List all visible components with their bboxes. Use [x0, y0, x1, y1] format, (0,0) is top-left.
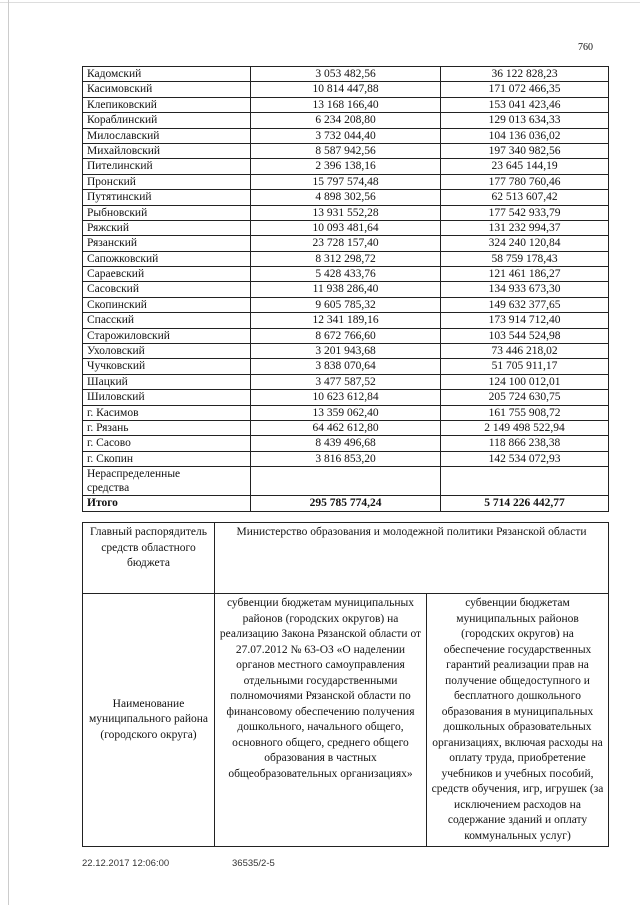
amount-col1: 15 797 574,48 — [251, 174, 441, 189]
amount-col1: 11 938 286,40 — [251, 282, 441, 297]
district-amounts-table — [82, 66, 609, 512]
amount-col1: 8 439 496,68 — [251, 436, 441, 451]
amount-col1: 13 359 062,40 — [251, 405, 441, 420]
footer-document-id: 36535/2-5 — [232, 858, 275, 869]
admin-row — [83, 523, 609, 594]
unallocated-label — [83, 467, 251, 496]
subvention-1-description: субвенции бюджетам муниципальных районов (городских округов) на реализацию Закона Рязанской области от 27.07.2012 № 63-ОЗ «О наделении органов местного самоуправления отдельными государственными полномочиями Рязанской области по финансовому обеспечению получения дошкольного, начального общего, основного общего, среднего общего образования в частных общеобразовательных организациях» — [215, 594, 427, 847]
ministry-name: Министерство образования и молодежной политики Рязанской области — [215, 523, 609, 594]
district-name: Спасский — [83, 313, 251, 328]
total-col1: 295 785 774,24 — [251, 496, 441, 511]
amount-col2: 51 705 911,17 — [441, 359, 609, 374]
table-row — [83, 436, 609, 451]
table-row — [83, 236, 609, 251]
district-name: Ряжский — [83, 220, 251, 235]
table-row — [83, 251, 609, 266]
amount-col2: 171 072 466,35 — [441, 82, 609, 97]
amount-col1: 13 168 166,40 — [251, 97, 441, 112]
district-rows — [83, 67, 609, 467]
amount-col2: 173 914 712,40 — [441, 313, 609, 328]
amount-col2: 142 534 072,93 — [441, 451, 609, 466]
table-row — [83, 128, 609, 143]
district-name: Михайловский — [83, 143, 251, 158]
district-name: г. Рязань — [83, 420, 251, 435]
district-name: Рыбновский — [83, 205, 251, 220]
district-name: г. Скопин — [83, 451, 251, 466]
amount-col2: 177 542 933,79 — [441, 205, 609, 220]
district-name: г. Сасово — [83, 436, 251, 451]
table-row — [83, 420, 609, 435]
amount-col2: 161 755 908,72 — [441, 405, 609, 420]
district-name: Скопинский — [83, 297, 251, 312]
subvention-2-description: субвенции бюджетам муниципальных районов (городских округов) на обеспечение государственных гарантий реализации прав на получение общедоступного и бесплатного дошкольного образования в муниципальных дошкольных образовательных организациях, включая расходы на оплату труда, приобретение учебников и учебных пособий, средств обучения, игр, игрушек (за исключением расходов на содержание зданий и оплату коммунальных услуг) — [427, 594, 609, 847]
page-number: 760 — [578, 42, 593, 53]
table-row — [83, 405, 609, 420]
table-row — [83, 328, 609, 343]
table-row — [83, 344, 609, 359]
district-name: Путятинский — [83, 190, 251, 205]
district-name: Рязанский — [83, 236, 251, 251]
amount-col1: 23 728 157,40 — [251, 236, 441, 251]
amount-col1: 4 898 302,56 — [251, 190, 441, 205]
district-name: Шиловский — [83, 390, 251, 405]
amount-col2: 121 461 186,27 — [441, 267, 609, 282]
amount-col2: 62 513 607,42 — [441, 190, 609, 205]
column-header-table — [82, 522, 609, 847]
table-row — [83, 297, 609, 312]
district-name: Милославский — [83, 128, 251, 143]
amount-col2: 58 759 178,43 — [441, 251, 609, 266]
district-name: Ухоловский — [83, 344, 251, 359]
amount-col2: 134 933 673,30 — [441, 282, 609, 297]
amount-col2: 124 100 012,01 — [441, 374, 609, 389]
total-col2: 5 714 226 442,77 — [441, 496, 609, 511]
amount-col1: 5 428 433,76 — [251, 267, 441, 282]
amount-col2: 36 122 828,23 — [441, 67, 609, 82]
unallocated-col2 — [441, 467, 609, 496]
amount-col1: 2 396 138,16 — [251, 159, 441, 174]
table-row — [83, 82, 609, 97]
amount-col1: 3 477 587,52 — [251, 374, 441, 389]
amount-col1: 9 605 785,32 — [251, 297, 441, 312]
table-row — [83, 113, 609, 128]
table-row — [83, 267, 609, 282]
amount-col1: 3 732 044,40 — [251, 128, 441, 143]
table-row — [83, 174, 609, 189]
district-name: Старожиловский — [83, 328, 251, 343]
amount-col2: 149 632 377,65 — [441, 297, 609, 312]
district-name: г. Касимов — [83, 405, 251, 420]
subvention-row — [83, 594, 609, 847]
amount-col1: 12 341 189,16 — [251, 313, 441, 328]
table-row — [83, 313, 609, 328]
table-row — [83, 451, 609, 466]
unallocated-row — [83, 467, 609, 496]
amount-col2: 131 232 994,37 — [441, 220, 609, 235]
district-name: Кораблинский — [83, 113, 251, 128]
amount-col1: 3 816 853,20 — [251, 451, 441, 466]
amount-col1: 13 931 552,28 — [251, 205, 441, 220]
district-name: Клепиковский — [83, 97, 251, 112]
table-row — [83, 205, 609, 220]
amount-col1: 8 312 298,72 — [251, 251, 441, 266]
amount-col2: 73 446 218,02 — [441, 344, 609, 359]
amount-col2: 197 340 982,56 — [441, 143, 609, 158]
district-name: Чучковский — [83, 359, 251, 374]
total-label: Итого — [83, 496, 251, 511]
amount-col2: 324 240 120,84 — [441, 236, 609, 251]
amount-col1: 64 462 612,80 — [251, 420, 441, 435]
district-column-label: Наименование муниципального района (городского округа) — [83, 594, 215, 847]
table-row — [83, 97, 609, 112]
amount-col2: 177 780 760,46 — [441, 174, 609, 189]
table-row — [83, 190, 609, 205]
amount-col2: 103 544 524,98 — [441, 328, 609, 343]
amount-col1: 3 838 070,64 — [251, 359, 441, 374]
table-row — [83, 390, 609, 405]
amount-col1: 8 587 942,56 — [251, 143, 441, 158]
table-row — [83, 159, 609, 174]
district-name: Пителинский — [83, 159, 251, 174]
district-name: Шацкий — [83, 374, 251, 389]
table-row — [83, 359, 609, 374]
district-name: Сапожковский — [83, 251, 251, 266]
amount-col1: 10 623 612,84 — [251, 390, 441, 405]
amount-col2: 2 149 498 522,94 — [441, 420, 609, 435]
table-row — [83, 143, 609, 158]
amount-col2: 23 645 144,19 — [441, 159, 609, 174]
unallocated-col1 — [251, 467, 441, 496]
amount-col2: 118 866 238,38 — [441, 436, 609, 451]
district-name: Сасовский — [83, 282, 251, 297]
amount-col1: 10 814 447,88 — [251, 82, 441, 97]
amount-col1: 6 234 208,80 — [251, 113, 441, 128]
amount-col1: 10 093 481,64 — [251, 220, 441, 235]
unallocated-label-line1: Нераспределенные — [87, 468, 181, 481]
amount-col1: 3 053 482,56 — [251, 67, 441, 82]
amount-col2: 104 136 036,02 — [441, 128, 609, 143]
table-row — [83, 282, 609, 297]
table-row — [83, 220, 609, 235]
amount-col1: 3 201 943,68 — [251, 344, 441, 359]
district-name: Сараевский — [83, 267, 251, 282]
admin-label: Главный распорядитель средств областного бюджета — [83, 523, 215, 594]
footer-timestamp: 22.12.2017 12:06:00 — [82, 858, 170, 869]
amount-col2: 153 041 423,46 — [441, 97, 609, 112]
amount-col2: 129 013 634,33 — [441, 113, 609, 128]
district-name: Касимовский — [83, 82, 251, 97]
total-row — [83, 496, 609, 511]
amount-col1: 8 672 766,60 — [251, 328, 441, 343]
unallocated-label-line2: средства — [87, 482, 130, 495]
district-name: Пронский — [83, 174, 251, 189]
amount-col2: 205 724 630,75 — [441, 390, 609, 405]
table-row — [83, 374, 609, 389]
district-name: Кадомский — [83, 67, 251, 82]
table-row — [83, 67, 609, 82]
